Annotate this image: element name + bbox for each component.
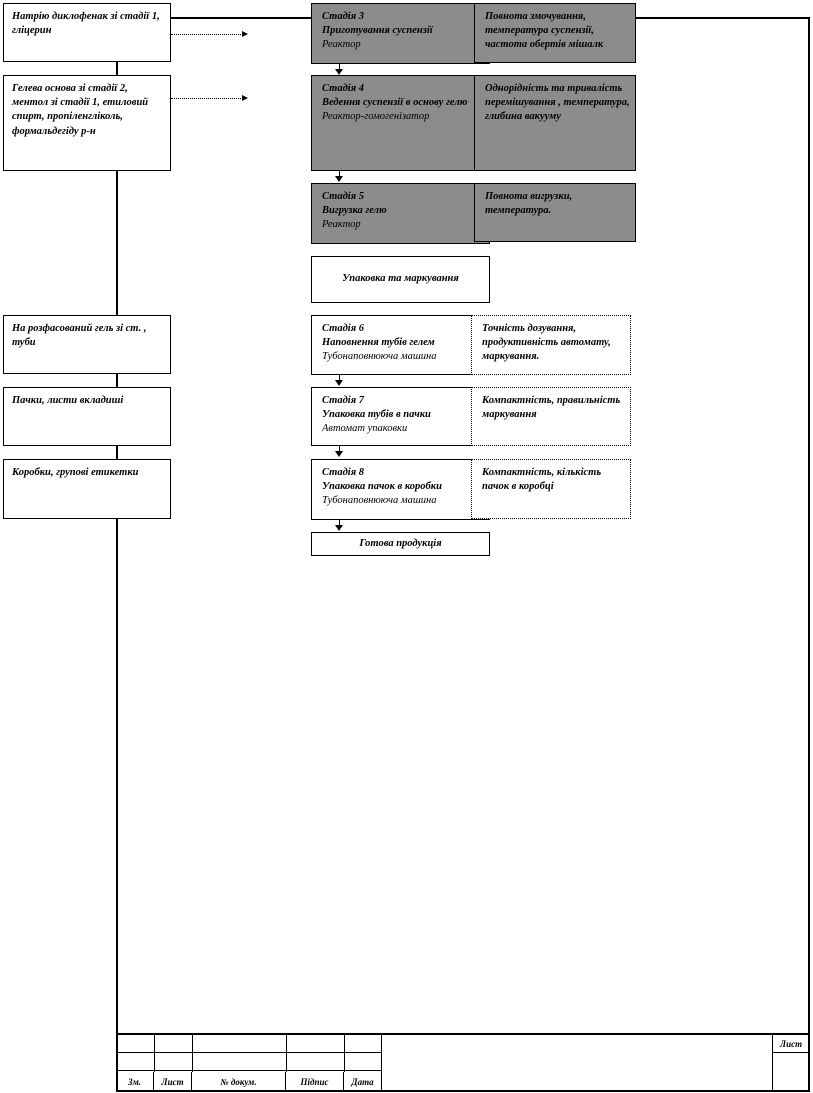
stage-equipment: Реактор-гомогенізатор [322,111,430,123]
packaging-label [311,256,490,303]
params-box-3 [474,3,636,63]
stage-title: Стадія 6 [322,323,364,334]
stamp-vline [192,1035,193,1072]
params-box-7 [471,387,631,446]
input-box-1 [3,3,171,62]
stage-box-3 [311,3,490,64]
stamp-vline [381,1035,382,1072]
input-box-4 [3,387,171,446]
title-block [116,1033,810,1092]
input-text: На розфасований гель зі ст. , туби [12,323,147,349]
stamp-header-text: Лист [161,1077,184,1087]
stamp-vline [344,1035,345,1072]
params-box-6 [471,315,631,375]
stage-title: Стадія 5 [322,191,364,202]
stage-title: Стадія 7 [322,395,364,406]
input-text: Гелева основа зі стадії 2, ментол зі стадії 1, етиловий спирт, пропіленгліколь, формальдегіду р-н [12,83,149,137]
sheet-label [773,1035,809,1053]
arrow-down-icon [335,69,343,75]
stamp-header-change [116,1072,154,1092]
arrow-down-icon [335,525,343,531]
stage-box-4 [311,75,490,171]
stage-title: Стадія 4 [322,83,364,94]
final-product-label [311,532,490,556]
params-box-8 [471,459,631,519]
arrow-right-icon [242,95,248,101]
stage-equipment: Реактор [322,39,361,51]
stamp-header-docnum [192,1072,286,1092]
arrow-down-icon [335,176,343,182]
connector-input2 [171,98,243,99]
stamp-row [116,1035,382,1053]
stage-title: Стадія 3 [322,11,364,22]
params-box-4 [474,75,636,171]
stamp-header-text: Підпис [300,1077,329,1087]
stamp-header-date [344,1072,382,1092]
params-text: Повнота вигрузки, температура. [485,191,573,217]
stage-equipment: Тубонаповнююча машина [322,495,437,507]
stamp-header-text: № докум. [220,1077,257,1087]
stage-box-7 [311,387,490,446]
stage-name: Упаковка пачок в коробки [322,481,442,493]
sheet-cell [772,1035,808,1092]
input-box-3 [3,315,171,374]
input-text: Коробки, групові етикетки [12,467,139,478]
arrow-down-icon [335,380,343,386]
stage-name: Вигрузка гелю [322,205,387,217]
stamp-header-text: Зм. [128,1077,141,1087]
stage-name: Приготування суспензії [322,25,433,37]
stamp-vline [286,1035,287,1072]
stage-title: Стадія 8 [322,467,364,478]
stamp-header-signature [286,1072,344,1092]
input-box-5 [3,459,171,519]
stamp-header-text: Дата [351,1077,374,1087]
stamp-vline [154,1035,155,1072]
stamp-row [116,1053,382,1071]
stage-box-6 [311,315,490,375]
input-text: Натрію диклофенак зі стадії 1, гліцерин [12,11,160,37]
connector-input1 [171,34,243,35]
arrow-down-icon [335,451,343,457]
stamp-header-sheet [154,1072,192,1092]
packaging-label-text: Упаковка та маркування [342,273,459,285]
stage-name: Упаковка тубів в пачки [322,409,431,421]
sheet-label-text: Лист [779,1038,803,1049]
stage-equipment: Реактор [322,219,361,231]
arrow-right-icon [242,31,248,37]
params-box-5 [474,183,636,242]
input-box-2 [3,75,171,171]
stage-box-5 [311,183,490,244]
stage-box-8 [311,459,490,520]
stage-equipment: Автомат упаковки [322,423,408,435]
stage-equipment: Тубонаповнююча машина [322,351,437,363]
stage-name: Ведення суспензії в основу гелю [322,97,468,109]
params-text: Точність дозування, продуктивність автомату, маркування. [482,323,611,363]
stage-name: Наповнення тубів гелем [322,337,435,349]
input-text: Пачки, листи вкладиші [12,395,124,406]
params-text: Компактність, кількість пачок в коробці [482,467,602,493]
params-text: Повнота змочування, температура суспензії, частота обертів мішалк [485,11,604,51]
params-text: Компактність, правильність маркування [482,395,621,421]
params-text: Однорідність та тривалість перемішування , температура, глибина вакууму [485,83,630,123]
final-product-text: Готова продукція [359,537,442,549]
stamp-grid [116,1035,382,1092]
